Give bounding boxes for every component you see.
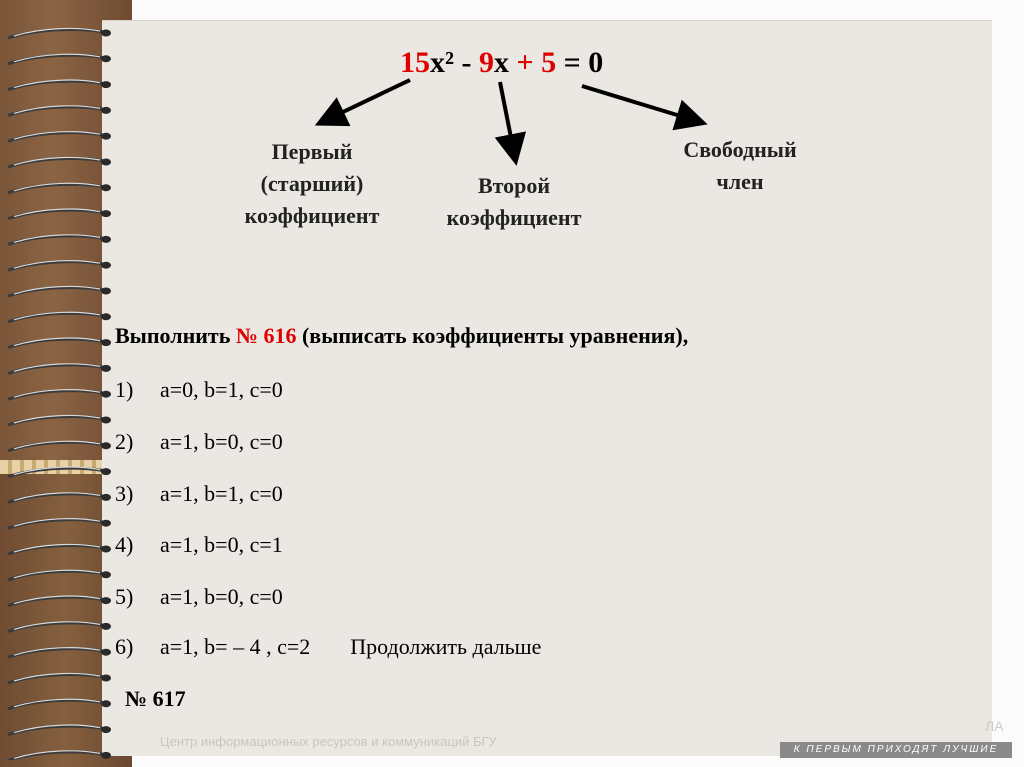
x-squared: x²	[430, 46, 454, 79]
item-text: a=1, b=0, c=1	[160, 532, 283, 557]
equals-zero: = 0	[556, 46, 604, 79]
spiral-hole	[101, 546, 111, 553]
label-free-line1: Свободный	[683, 137, 797, 162]
item-number: 2)	[115, 429, 134, 454]
spiral-hole	[101, 649, 111, 656]
spiral-hole	[101, 391, 111, 398]
spiral-hole	[101, 442, 111, 449]
spiral-hole	[101, 571, 111, 578]
item-text: a=1, b= – 4 , c=2	[160, 634, 311, 659]
equation	[400, 46, 603, 80]
task-prefix: Выполнить	[115, 323, 236, 348]
task-item	[115, 584, 283, 610]
item-text: a=0, b=1, c=0	[160, 377, 283, 402]
item-number: 5)	[115, 584, 134, 609]
label-first-line2: (старший)	[260, 171, 364, 196]
spiral-hole	[101, 365, 111, 372]
spiral-hole	[101, 184, 111, 191]
item-number: 3)	[115, 481, 134, 506]
footer-logo: ЛА	[985, 718, 1004, 734]
spiral-binding-icon	[0, 10, 120, 760]
spiral-hole	[101, 55, 111, 62]
continue-text: Продолжить дальше	[350, 634, 542, 659]
spiral-hole	[101, 133, 111, 140]
spiral-hole	[101, 288, 111, 295]
spiral-hole	[101, 417, 111, 424]
item-text: a=1, b=1, c=0	[160, 481, 283, 506]
label-first-line3: коэффициент	[244, 203, 380, 228]
task-item	[115, 429, 283, 455]
footer-center-text: Центр информационных ресурсов и коммуникаций БГУ	[160, 734, 497, 749]
spiral-hole	[101, 313, 111, 320]
spiral-hole	[101, 752, 111, 759]
minus-sign: -	[454, 46, 479, 79]
task-number: № 616	[235, 323, 297, 348]
spiral-hole	[101, 262, 111, 269]
item-number: 6)	[115, 634, 134, 659]
spiral-hole	[101, 159, 111, 166]
x-var: x	[494, 46, 509, 79]
task-item	[115, 532, 283, 558]
task-item	[115, 377, 283, 403]
spiral-hole	[101, 30, 111, 37]
spiral-hole	[101, 623, 111, 630]
coef-a: 15	[400, 46, 430, 79]
spiral-hole	[101, 597, 111, 604]
spiral-hole	[101, 236, 111, 243]
label-first-coefficient	[222, 136, 402, 232]
item-number: 1)	[115, 377, 134, 402]
spiral-hole	[101, 726, 111, 733]
task-item	[115, 634, 541, 660]
spiral-hole	[101, 107, 111, 114]
label-free-line2: член	[716, 169, 764, 194]
spiral-hole	[101, 494, 111, 501]
coef-c: 5	[541, 46, 557, 79]
item-number: 4)	[115, 532, 134, 557]
spiral-hole	[101, 339, 111, 346]
spiral-hole	[101, 675, 111, 682]
spiral-hole	[101, 468, 111, 475]
spiral-hole	[101, 520, 111, 527]
item-text: a=1, b=0, c=0	[160, 584, 283, 609]
label-second-line2: коэффициент	[446, 205, 582, 230]
label-second-coefficient	[424, 170, 604, 234]
footer-banner: К ПЕРВЫМ ПРИХОДЯТ ЛУЧШИЕ	[780, 742, 1012, 758]
task-item	[115, 481, 283, 507]
spiral-hole	[101, 81, 111, 88]
label-first-line1: Первый	[271, 139, 353, 164]
label-second-line1: Второй	[477, 173, 551, 198]
task-title	[115, 323, 688, 349]
spiral-hole	[101, 210, 111, 217]
task-suffix: (выписать коэффициенты уравнения),	[296, 323, 689, 348]
plus-sign: +	[509, 46, 542, 79]
label-free-term	[650, 134, 830, 198]
next-task-number: № 617	[125, 686, 186, 711]
coef-b: 9	[479, 46, 494, 79]
item-text: a=1, b=0, c=0	[160, 429, 283, 454]
spiral-hole	[101, 700, 111, 707]
